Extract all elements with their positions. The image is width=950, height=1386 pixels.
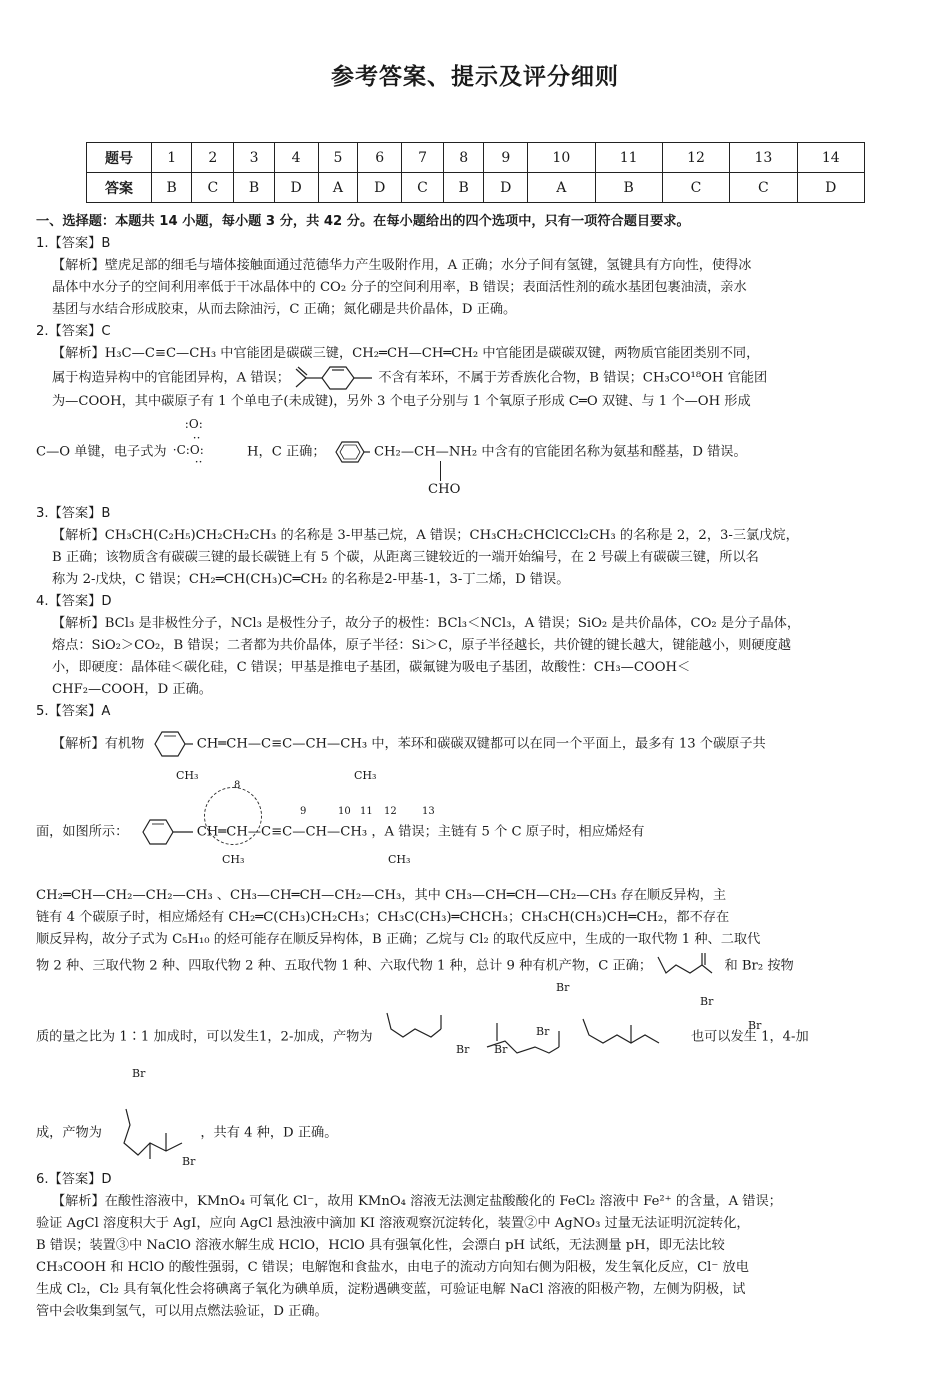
row-label: 题号	[87, 143, 152, 173]
q5-text: 也可以发生 1，4-加	[690, 1029, 809, 1045]
ch3-label: CH₃	[354, 769, 377, 782]
q5-text: ，共有 4 种，D 正确。	[200, 1125, 338, 1141]
q6-answer: 6.【答案】D	[36, 1172, 112, 1187]
carbon-number: 10	[338, 806, 351, 817]
br-label: Br	[700, 995, 714, 1008]
question-number: 6	[358, 143, 402, 173]
answer-cell: C	[402, 173, 444, 203]
question-number-row	[87, 143, 865, 173]
question-number: 11	[595, 143, 662, 173]
answer-cell: D	[797, 173, 864, 203]
page-title: 参考答案、提示及评分细则	[331, 64, 619, 90]
carbon-number: 13	[422, 806, 435, 817]
electron-o-right: O	[189, 443, 200, 457]
question-number: 3	[234, 143, 274, 173]
q5-text: 中，苯环和碳碳双键都可以在同一个平面上，最多有 13 个碳原子共	[371, 736, 766, 752]
br-label: Br	[536, 1025, 550, 1038]
q5-text: CH₂═CH—CH₂—CH₂—CH₃ 、CH₃—CH═CH—CH₂—CH₃，其中 CH₃—CH═CH—CH₂—CH₃ 存在顺反异构，主	[36, 888, 727, 903]
q3-text: 【解析】CH₃CH(C₂H₅)CH₂CH₂CH₃ 的名称是 3-甲基己烷，A 错误；CH₃CH₂CHClCCl₂CH₃ 的名称是 2，2，3-三氯戊烷，	[52, 528, 799, 543]
q4-text: 【解析】BCl₃ 是非极性分子，NCl₃ 是极性分子，故分子的极性：BCl₃＜NCl₃，A 错误；SiO₂ 是共价晶体，CO₂ 是分子晶体，	[52, 616, 801, 631]
q6-text: 验证 AgCl 溶度积大于 AgI，应向 AgCl 悬浊液中滴加 KI 溶液观察沉淀转化，装置②中 AgNO₃ 过量无法证明沉淀转化，	[36, 1216, 750, 1231]
answer-cell: B	[595, 173, 662, 203]
electron-o-top: O	[188, 417, 199, 431]
numbered-benzene-ring-image	[133, 817, 193, 847]
br-label: Br	[182, 1155, 196, 1168]
q2-text: H，C 正确；	[247, 444, 326, 460]
section-heading: 一、选择题：本题共 14 小题，每小题 3 分，共 42 分。在每小题给出的四个选项中，只有一项符合题目要求。	[36, 214, 690, 229]
q2-text: C—O 单键，电子式为	[36, 444, 167, 460]
q2-text: 属于构造异构中的官能团异构，A 错误；	[52, 370, 290, 386]
question-number: 5	[318, 143, 358, 173]
answer-cell: D	[358, 173, 402, 203]
q6-text: CH₃COOH 和 HClO 的酸性强弱，C 错误；电解饱和食盐水，由电子的流动方向知右侧为阳极，发生氧化反应，Cl⁻ 放电	[36, 1260, 749, 1275]
question-number: 10	[528, 143, 595, 173]
answer-cell: A	[318, 173, 358, 203]
q4-text: CHF₂—COOH，D 正确。	[52, 682, 212, 697]
question-number: 7	[402, 143, 444, 173]
q5-products-line	[36, 981, 914, 1059]
q5-text: ，A 错误；主链有 5 个 C 原子时，相应烯烃有	[371, 824, 645, 840]
q4-text: 小，即硬度：晶体硅＜碳化硅，C 错误；甲基是推电子基团，碳氟键为吸电子基团，故酸性：CH₃—COOH＜	[52, 660, 691, 675]
benzene-ring-structure-image	[330, 439, 370, 465]
q3-text: B 正确；该物质含有碳碳三键的最长碳链上有 5 个碳，从距离三键较近的一端开始编号，在 2 号碳上有碳碳三键，所以名	[52, 550, 759, 565]
question-number: 4	[274, 143, 318, 173]
q5-text: 和 Br₂ 按物	[724, 958, 794, 974]
question-number: 14	[797, 143, 864, 173]
carbon-number: 11	[360, 806, 373, 817]
q2-formula-block: C—O 单键，电子式为 :O: ·· ·C:O: ·· H，C 正确； CH₂—CH—NH₂ 中含有的官能团名称为氨基和醛基，D 错误。 CHO	[36, 413, 914, 503]
q5-chain: CH═CH—C≡C—CH—CH₃	[196, 736, 368, 752]
mol-nh2: NH₂	[448, 444, 478, 460]
q2-answer: 2.【答案】C	[36, 324, 111, 339]
q1-answer: 1.【答案】B	[36, 236, 111, 251]
mol-ch2: CH₂	[373, 444, 401, 460]
q5-figure-line	[36, 780, 914, 885]
br-label: Br	[556, 981, 570, 994]
answer-cell: C	[192, 173, 234, 203]
answer-cell: D	[274, 173, 318, 203]
carbon-number: 9	[300, 806, 307, 817]
ch3-label: CH₃	[176, 769, 199, 782]
question-number: 12	[662, 143, 729, 173]
q5-text: 物 2 种、三取代物 2 种、四取代物 2 种、五取代物 1 种、六取代物 1 种，总计 9 种有机产物，C 正确；	[36, 958, 653, 974]
question-number: 13	[730, 143, 797, 173]
q5-chain: CH═CH—C≡C—CH—CH₃	[196, 824, 368, 840]
mol-cho: CHO	[428, 482, 461, 497]
addition-products-image	[377, 1007, 687, 1067]
q5-text: 质的量之比为 1∶1 加成时，可以发生1，2-加成，产物为	[36, 1029, 373, 1045]
mol-ch: CH	[414, 444, 436, 460]
answer-table	[86, 142, 865, 203]
q3-text: 称为 2-戊炔，C 错误；CH₂═CH(CH₃)C═CH₂ 的名称是2-甲基-1，3-丁二烯，D 错误。	[52, 572, 570, 587]
q6-text: 【解析】在酸性溶液中，KMnO₄ 可氧化 Cl⁻，故用 KMnO₄ 溶液无法测定盐酸酸化的 FeCl₂ 溶液中 Fe²⁺ 的含量，A 错误；	[52, 1194, 782, 1209]
q1-text: 晶体中水分子的空间利用率低于干冰晶体中的 CO₂ 分子的空间利用率，B 错误；表面活性剂的疏水基团包裹油渍，亲水	[52, 280, 747, 295]
question-number: 9	[484, 143, 528, 173]
br-label: Br	[748, 1019, 762, 1032]
question-number: 2	[192, 143, 234, 173]
answer-cell: B	[443, 173, 483, 203]
q2-text-line	[36, 365, 914, 391]
q2-text: 中含有的官能团名称为氨基和醛基，D 错误。	[481, 444, 747, 460]
br-label: Br	[494, 1043, 508, 1056]
q5-text: 【解析】有机物	[52, 736, 145, 752]
ch3-label: CH₃	[388, 853, 411, 866]
q4-answer: 4.【答案】D	[36, 594, 112, 609]
row-label: 答案	[87, 173, 152, 203]
answer-cell: C	[662, 173, 729, 203]
question-number: 8	[443, 143, 483, 173]
br-label: Br	[132, 1067, 146, 1080]
electron-dot-formula: :O: ·· ·C:O: ··	[172, 417, 204, 469]
q1-text: 基团与水结合形成胶束，从而去除油污，C 正确；氮化硼是共价晶体，D 正确。	[52, 302, 517, 317]
q5-final-line	[36, 1059, 914, 1169]
answer-cell: B	[152, 173, 192, 203]
q6-text: B 错误；装置③中 NaClO 溶液水解生成 HClO，HClO 具有强氧化性，会漂白 pH 试纸，无法测量 pH，即无法比较	[36, 1238, 725, 1253]
carbon-number: 12	[384, 806, 397, 817]
q5-molecule-line	[36, 723, 914, 783]
answer-row	[87, 173, 865, 203]
methylbenzene-ring-image	[149, 729, 193, 759]
q4-text: 熔点：SiO₂＞CO₂，B 错误；二者都为共价晶体，原子半径：Si＞C，原子半径越长，共价键的键长越大，键能越小，则硬度越	[52, 638, 791, 653]
q2-text: 为—COOH，其中碳原子有 1 个单电子(未成键)，另外 3 个电子分别与 1 个氧原子形成 C═O 双键、与 1 个—OH 形成	[52, 394, 751, 409]
answer-cell: B	[234, 173, 274, 203]
question-number: 1	[152, 143, 192, 173]
answer-cell: D	[484, 173, 528, 203]
q2-text: 【解析】H₃C—C≡C—CH₃ 中官能团是碳碳三键，CH₂═CH—CH═CH₂ 中官能团是碳碳双键，两物质官能团类别不同，	[52, 346, 760, 361]
q5-text: 顺反异构，故分子式为 C₅H₁₀ 的烃可能存在顺反异构体，B 正确；乙烷与 Cl₂ 的取代反应中，生成的一取代物 1 种、二取代	[36, 932, 761, 947]
answer-cell: A	[528, 173, 595, 203]
q5-text: 链有 4 个碳原子时，相应烯烃有 CH₂═C(CH₃)CH₂CH₃；CH₃C(CH₃)═CHCH₃；CH₃CH(CH₃)CH═CH₂，都不存在	[36, 910, 730, 925]
q3-answer: 3.【答案】B	[36, 506, 111, 521]
q1-text: 【解析】壁虎足部的细毛与墙体接触面通过范德华力产生吸附作用，A 正确；水分子间有氢键，氢键具有方向性，使得冰	[52, 258, 752, 273]
br-label: Br	[456, 1043, 470, 1056]
carbon-number: 8	[234, 780, 241, 791]
q6-text: 管中会收集到氢气，可以用点燃法验证，D 正确。	[36, 1304, 328, 1319]
answer-cell: C	[730, 173, 797, 203]
cyclohexene-structure-image	[294, 365, 374, 391]
q6-text: 生成 Cl₂，Cl₂ 具有氧化性会将碘离子氧化为碘单质，淀粉遇碘变蓝，可验证电解 NaCl 溶液的阳极产物，左侧为阴极，试	[36, 1282, 746, 1297]
q2-text: 不含有苯环，不属于芳香族化合物，B 错误；CH₃CO¹⁸OH 官能团	[378, 370, 768, 386]
ch3-label: CH₃	[222, 853, 245, 866]
q5-text: 成，产物为	[36, 1125, 102, 1141]
q5-answer: 5.【答案】A	[36, 704, 111, 719]
diene-skeleton-image	[656, 951, 720, 981]
q5-text-line	[36, 951, 914, 981]
q5-text: 面，如图所示：	[36, 824, 129, 840]
solutions	[36, 211, 914, 1323]
